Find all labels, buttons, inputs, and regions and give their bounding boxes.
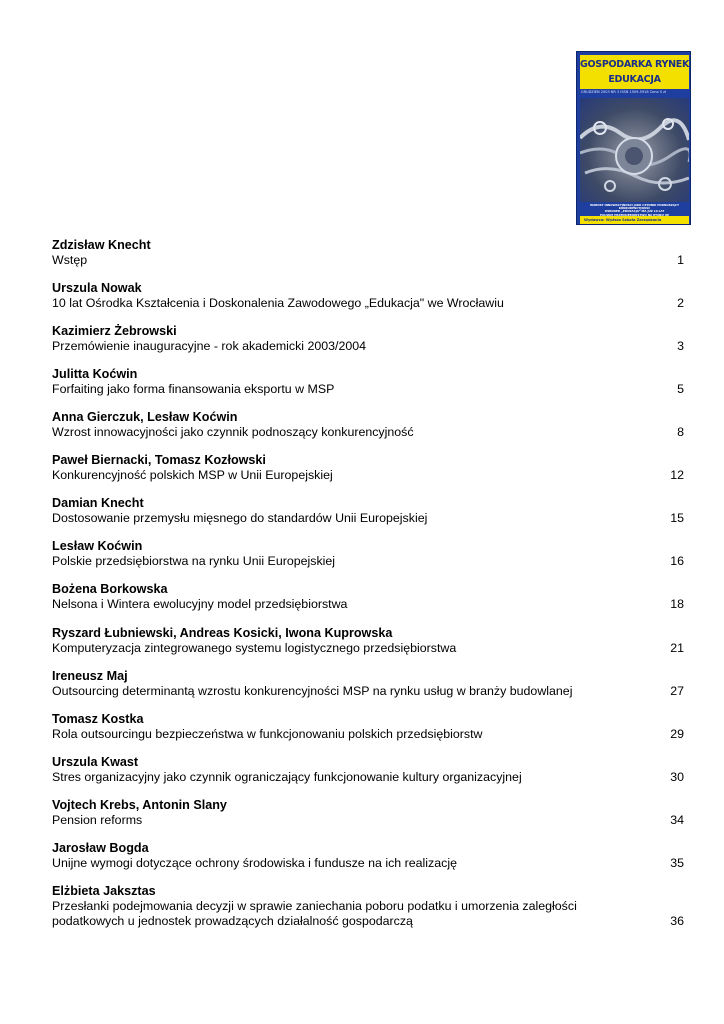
toc-title: Forfaiting jako forma finansowania eksportu w MSP: [52, 382, 335, 396]
toc-title: Konkurencyjność polskich MSP w Unii Europejskiej: [52, 468, 333, 482]
toc-entry: [52, 669, 684, 699]
toc-entry: [52, 324, 684, 354]
cover-headline: OŚRODEK „EDUKACJA” MA JUŻ 10 LAT: [604, 209, 665, 214]
toc-page-number: 1: [677, 253, 684, 267]
toc-author: Elżbieta Jaksztas: [52, 884, 156, 898]
toc-page-number: 18: [670, 597, 684, 611]
toc-author: Urszula Nowak: [52, 281, 142, 295]
toc-entry: [52, 539, 684, 569]
toc-entry: [52, 453, 684, 483]
toc-title: Wstęp: [52, 253, 88, 267]
toc-page-number: 34: [670, 813, 684, 827]
toc-page-number: 36: [670, 914, 684, 928]
cover-headline: WZROST INNOWACYJNOŚCI JAKO CZYNNIK PODNOSZĄCY KONKURENCYJNOŚĆ: [589, 204, 679, 211]
toc-page-number: 16: [670, 554, 684, 568]
toc-page-number: 2: [677, 296, 684, 310]
toc-title: Outsourcing determinantą wzrostu konkurencyjności MSP na rynku usług w branży budowlanej: [52, 684, 573, 698]
toc-entry: [52, 410, 684, 440]
toc-entry: [52, 496, 684, 526]
toc-page-number: 35: [670, 856, 684, 870]
cover-title-line-1: GOSPODARKA RYNEK: [580, 59, 690, 70]
toc-author: Ireneusz Maj: [52, 669, 128, 683]
toc-page-number: 27: [670, 684, 684, 698]
toc-title: Komputeryzacja zintegrowanego systemu logistycznego przedsiębiorstwa: [52, 641, 457, 655]
toc-author: Vojtech Krebs, Antonin Slany: [52, 798, 227, 812]
toc-page-number: 21: [670, 641, 684, 655]
toc-title: Przemówienie inauguracyjne - rok akademicki 2003/2004: [52, 339, 367, 353]
cover-headlines: [581, 204, 688, 216]
toc-author: Julitta Koćwin: [52, 367, 138, 381]
toc-title: Unijne wymogi dotyczące ochrony środowiska i fundusze na ich realizację: [52, 856, 457, 870]
toc-entry: [52, 755, 684, 785]
toc-title: Pension reforms: [52, 813, 143, 827]
toc-author: Bożena Borkowska: [52, 582, 168, 596]
cover-artwork-icon: [580, 98, 689, 202]
toc-entry: [52, 281, 684, 311]
toc-entry: [52, 798, 684, 828]
toc-entry: [52, 841, 684, 871]
toc-entry: [52, 712, 684, 742]
toc-title: Dostosowanie przemysłu mięsnego do standardów Unii Europejskiej: [52, 511, 428, 525]
toc-page-number: 8: [677, 425, 684, 439]
toc-author: Paweł Biernacki, Tomasz Kozłowski: [52, 453, 266, 467]
toc-title: Przesłanki podejmowania decyzji w sprawie zaniechania poboru podatku i umorzenia zaległości podatkowych u jednostek prowadzących działalność gospodarczą: [52, 899, 577, 928]
toc-entry: [52, 884, 684, 929]
toc-page-number: 15: [670, 511, 684, 525]
toc-author: Ryszard Łubniewski, Andreas Kosicki, Iwona Kuprowska: [52, 626, 393, 640]
toc-author: Urszula Kwast: [52, 755, 139, 769]
toc-title: Rola outsourcingu bezpieczeństwa w funkcjonowaniu polskich przedsiębiorstw: [52, 727, 483, 741]
magazine-cover: [576, 51, 691, 225]
toc-title: Nelsona i Wintera ewolucyjny model przedsiębiorstwa: [52, 597, 348, 611]
toc-author: Lesław Koćwin: [52, 539, 143, 553]
toc-title: Wzrost innowacyjności jako czynnik podnoszący konkurencyjność: [52, 425, 414, 439]
toc-entry: [52, 238, 684, 268]
toc-author: Jarosław Bogda: [52, 841, 149, 855]
cover-issue-info: GRUDZIEŃ 2003 NR 3 ISSN 1509-5916 Cena 5 zł: [581, 90, 666, 94]
toc-page-number: 30: [670, 770, 684, 784]
toc-entry: [52, 582, 684, 612]
toc-title: Stres organizacyjny jako czynnik ograniczający funkcjonowanie kultury organizacyjnej: [52, 770, 522, 784]
toc-page-number: 5: [677, 382, 684, 396]
toc-page-number: 29: [670, 727, 684, 741]
toc-page-number: 3: [677, 339, 684, 353]
toc-author: Damian Knecht: [52, 496, 144, 510]
toc-author: Anna Gierczuk, Lesław Koćwin: [52, 410, 238, 424]
cover-title-line-2: EDUKACJA: [608, 74, 661, 85]
toc-title: 10 lat Ośrodka Kształcenia i Doskonalenia Zawodowego „Edukacja" we Wrocławiu: [52, 296, 504, 310]
toc-author: Zdzisław Knecht: [52, 238, 151, 252]
toc-author: Tomasz Kostka: [52, 712, 144, 726]
toc-author: Kazimierz Żebrowski: [52, 324, 177, 338]
cover-publisher: Wydawca: Wyższa Szkoła Zarządzania: [580, 216, 689, 224]
toc-page-number: 12: [670, 468, 684, 482]
toc-entry: [52, 626, 684, 656]
cover-headline: POLSKIE PRZEDSIĘBIORSTWO NA RYNKU UE: [599, 212, 670, 216]
cover-photo: [580, 98, 689, 202]
toc-entry: [52, 367, 684, 397]
cover-title: [580, 55, 689, 89]
toc-title: Polskie przedsiębiorstwa na rynku Unii Europejskiej: [52, 554, 336, 568]
